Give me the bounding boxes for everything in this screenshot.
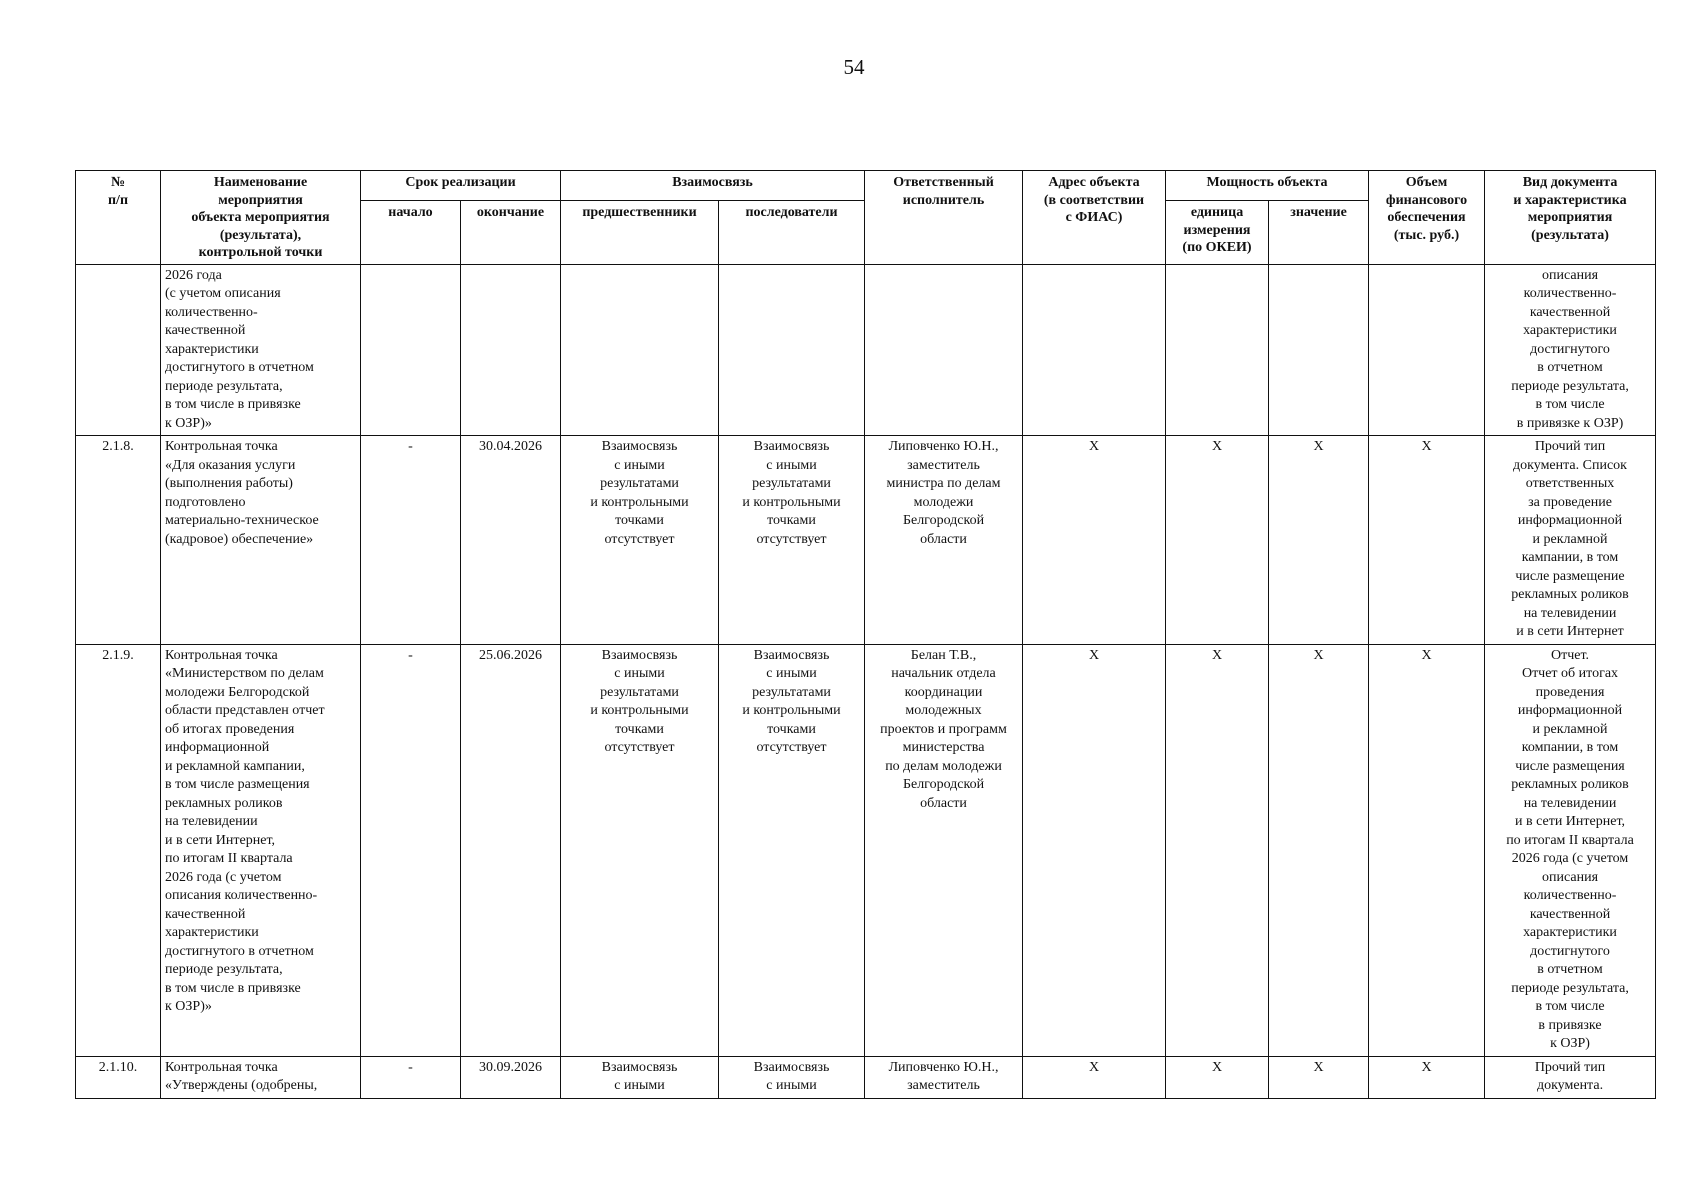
row-successors: Взаимосвязь с иными (719, 1056, 865, 1098)
header-capacity: Мощность объекта (1166, 171, 1369, 201)
header-name: Наименование мероприятия объекта мероприятия (результата), контрольной точки (161, 171, 361, 265)
row-successors: Взаимосвязь с иными результатами и контрольными точками отсутствует (719, 644, 865, 1056)
row-responsible: Липовченко Ю.Н., заместитель министра по делам молодежи Белгородской области (865, 436, 1023, 645)
header-term: Срок реализации (361, 171, 561, 201)
row-name: Контрольная точка «Для оказания услуги (выполнения работы) подготовлено материально-техническое (кадровое) обеспечение» (161, 436, 361, 645)
row-value: X (1269, 436, 1369, 645)
row-finance (1369, 264, 1485, 436)
row-end: 30.04.2026 (461, 436, 561, 645)
row-num: 2.1.10. (76, 1056, 161, 1098)
header-address: Адрес объекта (в соответствии с ФИАС) (1023, 171, 1166, 265)
row-num: 2.1.9. (76, 644, 161, 1056)
row-responsible: Белан Т.В., начальник отдела координации молодежных проектов и программ министерства по делам молодежи Белгородской области (865, 644, 1023, 1056)
page-number: 54 (843, 55, 865, 79)
row-unit: X (1166, 1056, 1269, 1098)
table-row (76, 644, 1656, 1056)
header-value: значение (1269, 201, 1369, 264)
row-finance: X (1369, 436, 1485, 645)
header-relation: Взаимосвязь (561, 171, 865, 201)
row-address (1023, 264, 1166, 436)
row-successors: Взаимосвязь с иными результатами и контрольными точками отсутствует (719, 436, 865, 645)
row-finance: X (1369, 644, 1485, 1056)
plan-table (75, 170, 1656, 1099)
header-doc-type: Вид документа и характеристика мероприятия (результата) (1485, 171, 1656, 265)
row-doc-type: Отчет. Отчет об итогах проведения информационной и рекламной компании, в том числе размещения рекламных роликов на телевидении и в сети Интернет, по итогам II квартала 2026 года (с учетом описания количественно- качественной характеристики достигнутого в отчетном периоде результата, в том числе в привязке к ОЗР) (1485, 644, 1656, 1056)
row-value (1269, 264, 1369, 436)
row-end: 25.06.2026 (461, 644, 561, 1056)
row-unit: X (1166, 644, 1269, 1056)
row-value: X (1269, 644, 1369, 1056)
row-unit: X (1166, 436, 1269, 645)
header-term-start: начало (361, 201, 461, 264)
row-end: 30.09.2026 (461, 1056, 561, 1098)
header-successors: последователи (719, 201, 865, 264)
row-finance: X (1369, 1056, 1485, 1098)
row-predecessors (561, 264, 719, 436)
row-num (76, 264, 161, 436)
table-row (76, 1056, 1656, 1098)
row-predecessors: Взаимосвязь с иными (561, 1056, 719, 1098)
header-row-1 (76, 171, 1656, 201)
row-predecessors: Взаимосвязь с иными результатами и контрольными точками отсутствует (561, 436, 719, 645)
header-unit: единица измерения (по ОКЕИ) (1166, 201, 1269, 264)
header-term-end: окончание (461, 201, 561, 264)
row-num: 2.1.8. (76, 436, 161, 645)
row-start: - (361, 436, 461, 645)
row-end (461, 264, 561, 436)
header-num: № п/п (76, 171, 161, 265)
row-responsible: Липовченко Ю.Н., заместитель (865, 1056, 1023, 1098)
row-name: Контрольная точка «Утверждены (одобрены, (161, 1056, 361, 1098)
row-doc-type: Прочий тип документа. Список ответственных за проведение информационной и рекламной кампании, в том числе размещение рекламных роликов на телевидении и в сети Интернет (1485, 436, 1656, 645)
row-successors (719, 264, 865, 436)
row-address: X (1023, 1056, 1166, 1098)
row-address: X (1023, 644, 1166, 1056)
row-address: X (1023, 436, 1166, 645)
row-name: Контрольная точка «Министерством по делам молодежи Белгородской области представлен отчет об итогах проведения информационной и рекламной кампании, в том числе размещения рекламных роликов на телевидении и в сети Интернет, по итогам II квартала 2026 года (с учетом описания количественно- качественной характеристики достигнутого в отчетном периоде результата, в том числе в привязке к ОЗР)» (161, 644, 361, 1056)
row-start: - (361, 1056, 461, 1098)
row-responsible (865, 264, 1023, 436)
row-doc-type: Прочий тип документа. (1485, 1056, 1656, 1098)
row-predecessors: Взаимосвязь с иными результатами и контрольными точками отсутствует (561, 644, 719, 1056)
table-row (76, 436, 1656, 645)
row-doc-type: описания количественно- качественной характеристики достигнутого в отчетном периоде результата, в том числе в привязке к ОЗР) (1485, 264, 1656, 436)
table-row (76, 264, 1656, 436)
header-finance: Объем финансового обеспечения (тыс. руб.) (1369, 171, 1485, 265)
row-value: X (1269, 1056, 1369, 1098)
row-start (361, 264, 461, 436)
header-predecessors: предшественники (561, 201, 719, 264)
row-start: - (361, 644, 461, 1056)
row-name: 2026 года (с учетом описания количественно- качественной характеристики достигнутого в отчетном периоде результата, в том числе в привязке к ОЗР)» (161, 264, 361, 436)
header-responsible: Ответственный исполнитель (865, 171, 1023, 265)
row-unit (1166, 264, 1269, 436)
